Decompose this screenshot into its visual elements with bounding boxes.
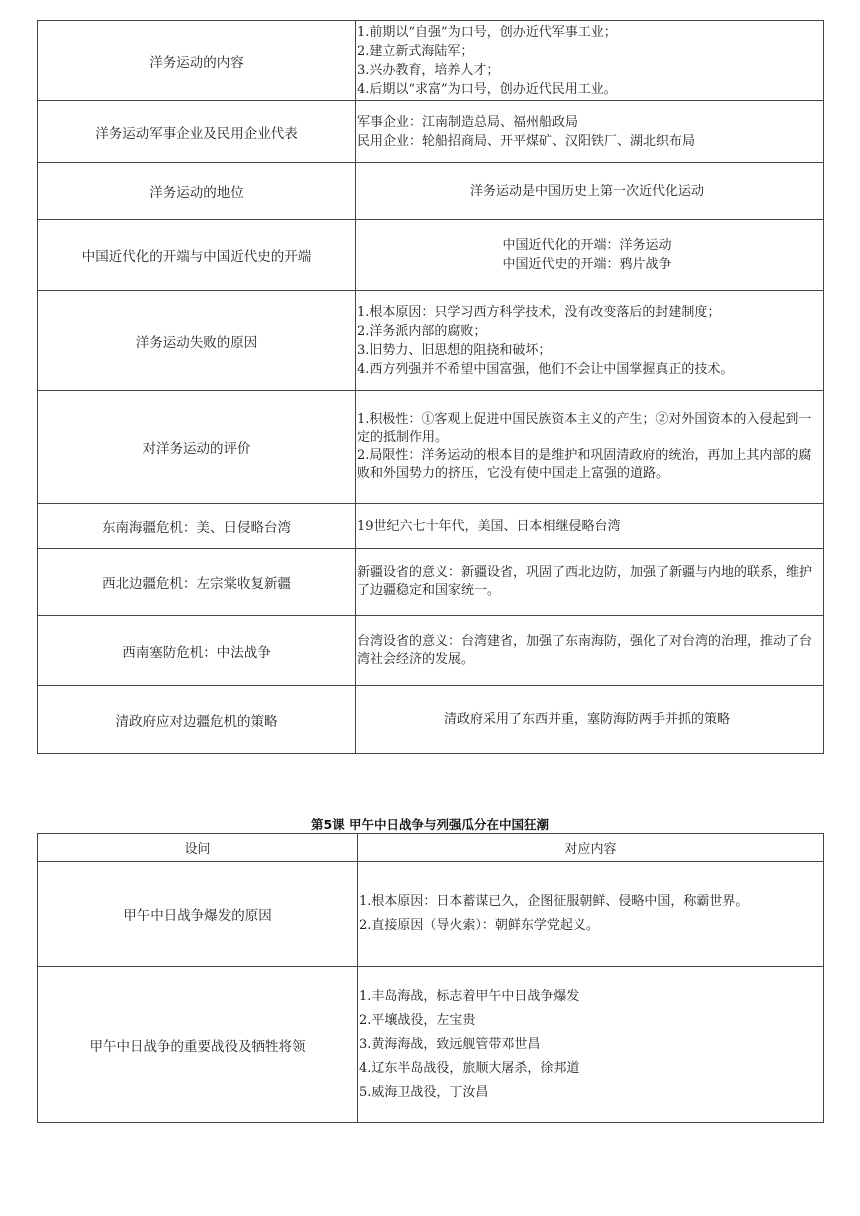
table-row — [38, 291, 824, 391]
answer-line: 清政府采用了东西并重，塞防海防两手并抓的策略 — [443, 712, 730, 727]
answer-line: 1.前期以“自强”为口号，创办近代军事工业； — [357, 24, 617, 40]
header-question: 设问 — [38, 834, 358, 862]
table-row — [38, 616, 824, 686]
answer-line: 2.直接原因（导火索）：朝鲜东学党起义。 — [359, 918, 599, 933]
answer-line: 2.洋务派内部的腐败； — [357, 323, 487, 339]
answer-cell — [356, 101, 824, 163]
answer-line: 民用企业：轮船招商局、开平煤矿、汉阳铁厂、湖北织布局 — [357, 133, 696, 149]
table-header-row — [38, 834, 824, 862]
answer-cell — [356, 391, 824, 504]
table-row — [38, 967, 824, 1123]
table-row — [38, 549, 824, 616]
question-cell: 洋务运动军事企业及民用企业代表 — [38, 101, 356, 163]
answer-line: 1.根本原因：日本蓄谋已久，企图征服朝鲜、侵略中国，称霸世界。 — [359, 894, 749, 909]
answer-cell — [356, 21, 824, 101]
answer-line: 新疆设省的意义：新疆设省，巩固了西北边防，加强了新疆与内地的联系，维护了边疆稳定和国家统一。 — [357, 565, 813, 598]
question-cell: 中国近代化的开端与中国近代史的开端 — [38, 220, 356, 291]
answer-line: 1.丰岛海战，标志着甲午中日战争爆发 — [359, 988, 580, 1004]
lesson-title: 第5课 甲午中日战争与列强瓜分在中国狂潮 — [310, 817, 550, 832]
answer-cell — [356, 220, 824, 291]
answer-cell — [356, 616, 824, 686]
answer-line: 军事企业：江南制造总局、福州船政局 — [357, 114, 579, 130]
answer-line: 3.兴办教育，培养人才； — [357, 62, 500, 78]
answer-cell — [358, 967, 824, 1123]
answer-cell — [356, 504, 824, 549]
answer-line: 19世纪六七十年代，美国、日本相继侵略台湾 — [357, 518, 621, 534]
content-table-sino-japanese-war — [37, 833, 824, 1123]
answer-line: 台湾设省的意义：台湾建省，加强了东南海防，强化了对台湾的治理，推动了台湾社会经济的发展。 — [357, 633, 813, 667]
answer-line: 4.辽东半岛战役，旅顺大屠杀，徐邦道 — [359, 1060, 580, 1076]
answer-cell — [358, 862, 824, 967]
question-cell: 洋务运动的内容 — [38, 21, 356, 101]
answer-cell — [356, 163, 824, 220]
answer-cell — [356, 291, 824, 391]
answer-line: 1.积极性：①客观上促进中国民族资本主义的产生；②对外国资本的入侵起到一定的抵制作用。 — [357, 412, 812, 445]
content-table-westernization — [37, 20, 824, 754]
answer-line: 3.黄海海战，致远舰管带邓世昌 — [359, 1036, 541, 1052]
question-cell: 西北边疆危机：左宗棠收复新疆 — [38, 549, 356, 616]
table-row — [38, 163, 824, 220]
question-cell: 甲午中日战争爆发的原因 — [38, 862, 358, 967]
answer-line: 3.旧势力、旧思想的阻挠和破坏； — [357, 342, 552, 358]
answer-line: 5.威海卫战役，丁汝昌 — [359, 1084, 489, 1100]
question-cell: 洋务运动的地位 — [38, 163, 356, 220]
answer-line: 4.后期以“求富”为口号，创办近代民用工业。 — [357, 81, 617, 97]
question-cell: 清政府应对边疆危机的策略 — [38, 686, 356, 754]
header-answer: 对应内容 — [358, 834, 824, 862]
table-row — [38, 504, 824, 549]
table-row — [38, 101, 824, 163]
table-row — [38, 220, 824, 291]
answer-line: 中国近代化的开端：洋务运动 — [502, 238, 672, 253]
answer-line: 1.根本原因：只学习西方科学技术，没有改变落后的封建制度； — [357, 304, 721, 320]
table-row — [38, 391, 824, 504]
table-row — [38, 686, 824, 754]
question-cell: 西南塞防危机：中法战争 — [38, 616, 356, 686]
table-row — [38, 862, 824, 967]
question-cell: 洋务运动失败的原因 — [38, 291, 356, 391]
question-cell: 东南海疆危机：美、日侵略台湾 — [38, 504, 356, 549]
answer-line: 2.局限性：洋务运动的根本目的是维护和巩固清政府的统治，再加上其内部的腐败和外国势力的挤压，它没有使中国走上富强的道路。 — [357, 448, 812, 481]
question-cell: 对洋务运动的评价 — [38, 391, 356, 504]
answer-cell — [356, 686, 824, 754]
answer-line: 4.西方列强并不希望中国富强，他们不会让中国掌握真正的技术。 — [357, 361, 734, 377]
answer-line: 洋务运动是中国历史上第一次近代化运动 — [469, 183, 704, 199]
answer-line: 2.平壤战役，左宝贵 — [359, 1012, 476, 1028]
answer-cell — [356, 549, 824, 616]
table-row — [38, 21, 824, 101]
question-cell: 甲午中日战争的重要战役及牺牲将领 — [38, 967, 358, 1123]
answer-line: 2.建立新式海陆军； — [357, 43, 474, 59]
answer-line: 中国近代史的开端：鸦片战争 — [502, 257, 672, 272]
